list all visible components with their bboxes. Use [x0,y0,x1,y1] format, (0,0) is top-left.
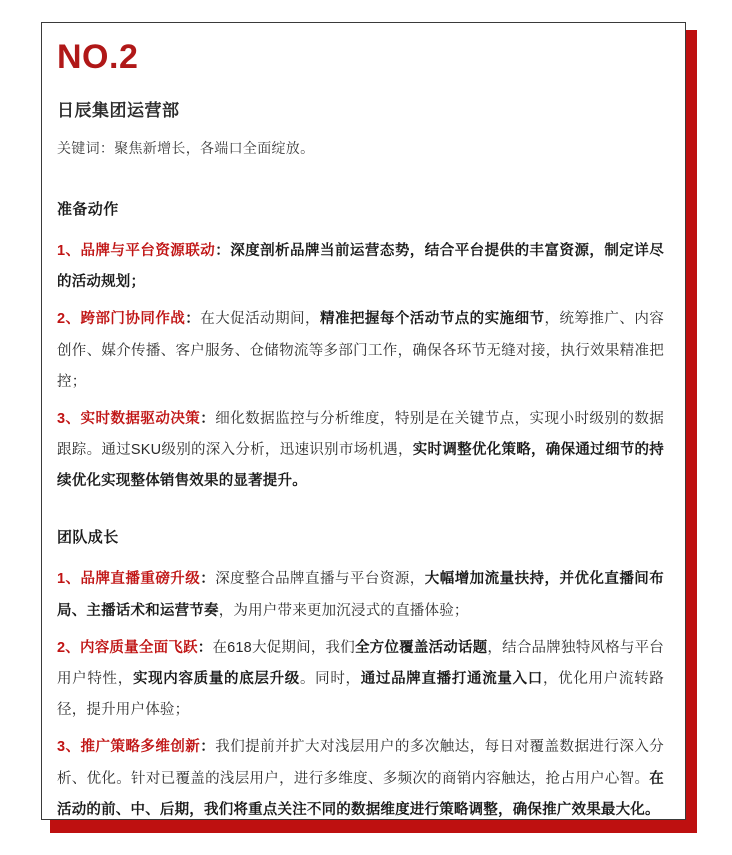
item-text: ，统筹推广、内容创作、媒介传播、客户服务、仓储物流等多部门工作，确保各环节无缝对接，执行效果精准把控； [57,311,664,390]
item-text-emphasis: 全方位覆盖活动话题 [354,639,488,656]
sections-container [57,199,664,826]
list-item [57,633,664,727]
rank-label: NO.2 [57,38,139,76]
item-lead-in: 跨部门协同作战 [80,311,186,328]
item-text-emphasis: 实时调整优化策略，确保通过细节的持续优化实现整体销售效果的显著提升。 [57,442,664,490]
item-number: 1、 [57,571,81,588]
item-colon: ： [200,410,216,427]
organization-name: 日辰集团运营部 [57,101,180,120]
list-item [57,304,664,398]
item-text-emphasis: 深度剖析品牌当前运营态势，结合平台提供的丰富资源，制定详尽的活动规划； [57,243,664,291]
item-text: 细化数据监控与分析维度，特别是在关键节点，实现小时级别的数据跟踪。通过SKU级别的深入分析，迅速识别市场机遇， [57,410,665,459]
item-colon: ： [215,243,231,260]
item-number: 3、 [57,739,81,756]
list-item [57,564,664,626]
item-text-emphasis: 精准把握每个活动节点的实施细节 [320,311,545,328]
item-text: 我们提前并扩大对浅层用户的多次触达，每日对覆盖数据进行深入分析、优化。针对已覆盖的浅层用户，进行多维度、多频次的商销内容触达，抢占用户心智。 [57,739,665,787]
item-lead-in: 品牌与平台资源联动 [80,243,216,260]
item-text: ，优化用户流转路径，提升用户体验； [57,670,665,719]
item-text: 深度整合品牌直播与平台资源， [215,571,425,588]
item-lead-in: 品牌直播重磅升级 [80,571,201,588]
report-section [57,199,664,497]
list-item [57,236,664,298]
item-text: ，结合品牌独特风格与平台用户特性， [57,639,664,687]
item-text: 在大促活动期间， [200,311,320,328]
keywords-line: 关键词：聚焦新增长，各端口全面绽放。 [57,140,315,157]
item-text: 在618大促期间，我们 [212,639,355,656]
item-lead-in: 推广策略多维创新 [80,739,201,756]
item-text-emphasis: 大幅增加流量扶持，并优化直播间布局、主播话术和运营节奏 [57,571,664,619]
item-text: 。同时， [300,670,361,687]
item-colon: ： [185,311,201,328]
item-number: 2、 [57,311,81,328]
item-text-emphasis: 在活动的前、中、后期，我们将重点关注不同的数据维度进行策略调整，确保推广效果最大化。 [57,770,664,818]
list-item [57,732,664,826]
item-colon: ： [200,571,216,588]
item-number: 2、 [57,639,80,656]
report-content [57,40,664,826]
item-number: 1、 [57,243,81,260]
report-section [57,527,664,825]
item-lead-in: 实时数据驱动决策 [80,410,201,427]
item-text-emphasis: 实现内容质量的底层升级 [132,670,300,687]
item-text: ，为用户带来更加沉浸式的直播体验； [218,602,469,619]
item-lead-in: 内容质量全面飞跃 [80,639,198,656]
list-item [57,404,664,498]
item-colon: ： [197,639,213,656]
section-title: 准备动作 [57,201,119,219]
section-title: 团队成长 [57,529,119,547]
item-number: 3、 [57,410,81,427]
item-colon: ： [200,739,216,756]
item-text-emphasis: 通过品牌直播打通流量入口 [360,670,543,687]
